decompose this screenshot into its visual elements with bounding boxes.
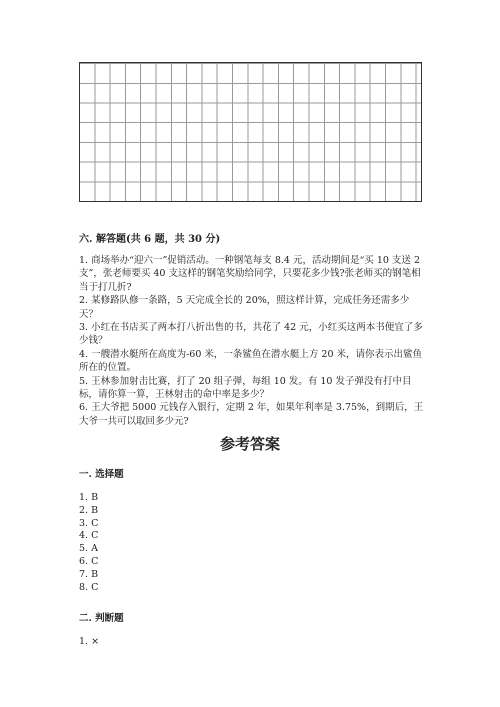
- choice-answer: 6. C: [79, 555, 99, 567]
- question-list: [79, 254, 424, 428]
- choice-section-title: 一. 选择题: [79, 469, 124, 480]
- choice-answer: 2. B: [79, 504, 99, 516]
- question-5: 5. 王林参加射击比赛，打了 20 组子弹，每组 10 发。有 10 发子弹没有打中目标，请你算一算，王林射击的命中率是多少？: [79, 375, 412, 401]
- question-2: 2. 某修路队修一条路，5 天完成全长的 20%，照这样计算，完成任务还需多少天？: [79, 295, 410, 320]
- choice-answer: 7. B: [79, 568, 99, 580]
- writing-grid: [79, 62, 422, 202]
- tf-answer: 1. ×: [79, 636, 100, 647]
- choice-answer: 8. C: [79, 581, 99, 593]
- question-4: 4. 一艘潜水艇所在高度为-60 米，一条鲨鱼在潜水艇上方 20 米，请你表示出鲨鱼所在的位置。: [79, 348, 423, 374]
- choice-answer: 4. C: [79, 530, 99, 542]
- choice-answer: 1. B: [79, 492, 99, 503]
- tf-answer-list: [79, 636, 99, 649]
- choice-answer: 5. A: [79, 543, 98, 555]
- question-3: 3. 小红在书店买了两本打八折出售的书，共花了 42 元，小红买这两本书便宜了多少钱？: [79, 322, 423, 347]
- choice-answer-list: [79, 492, 98, 594]
- tf-section-title: 二. 判断题: [79, 613, 124, 624]
- answers-title: 参考答案: [219, 435, 280, 453]
- choice-answer: 3. C: [79, 517, 99, 529]
- section-6-title: 六. 解答题(共 6 题，共 30 分): [79, 234, 221, 245]
- question-1: 1. 商场举办“迎六一”促销活动。一种钢笔每支 8.4 元，活动期间是“买 10 支送 2 支”，张老师要买 40 支这样的钢笔奖励给同学，只要花多少钱?张老师买的钢笔相当于打几折?: [79, 255, 421, 293]
- question-6: 6. 王大爷把 5000 元钱存入银行，定期 2 年，如果年利率是 3.75%，到期后，王大爷一共可以取回多少元?: [79, 402, 424, 427]
